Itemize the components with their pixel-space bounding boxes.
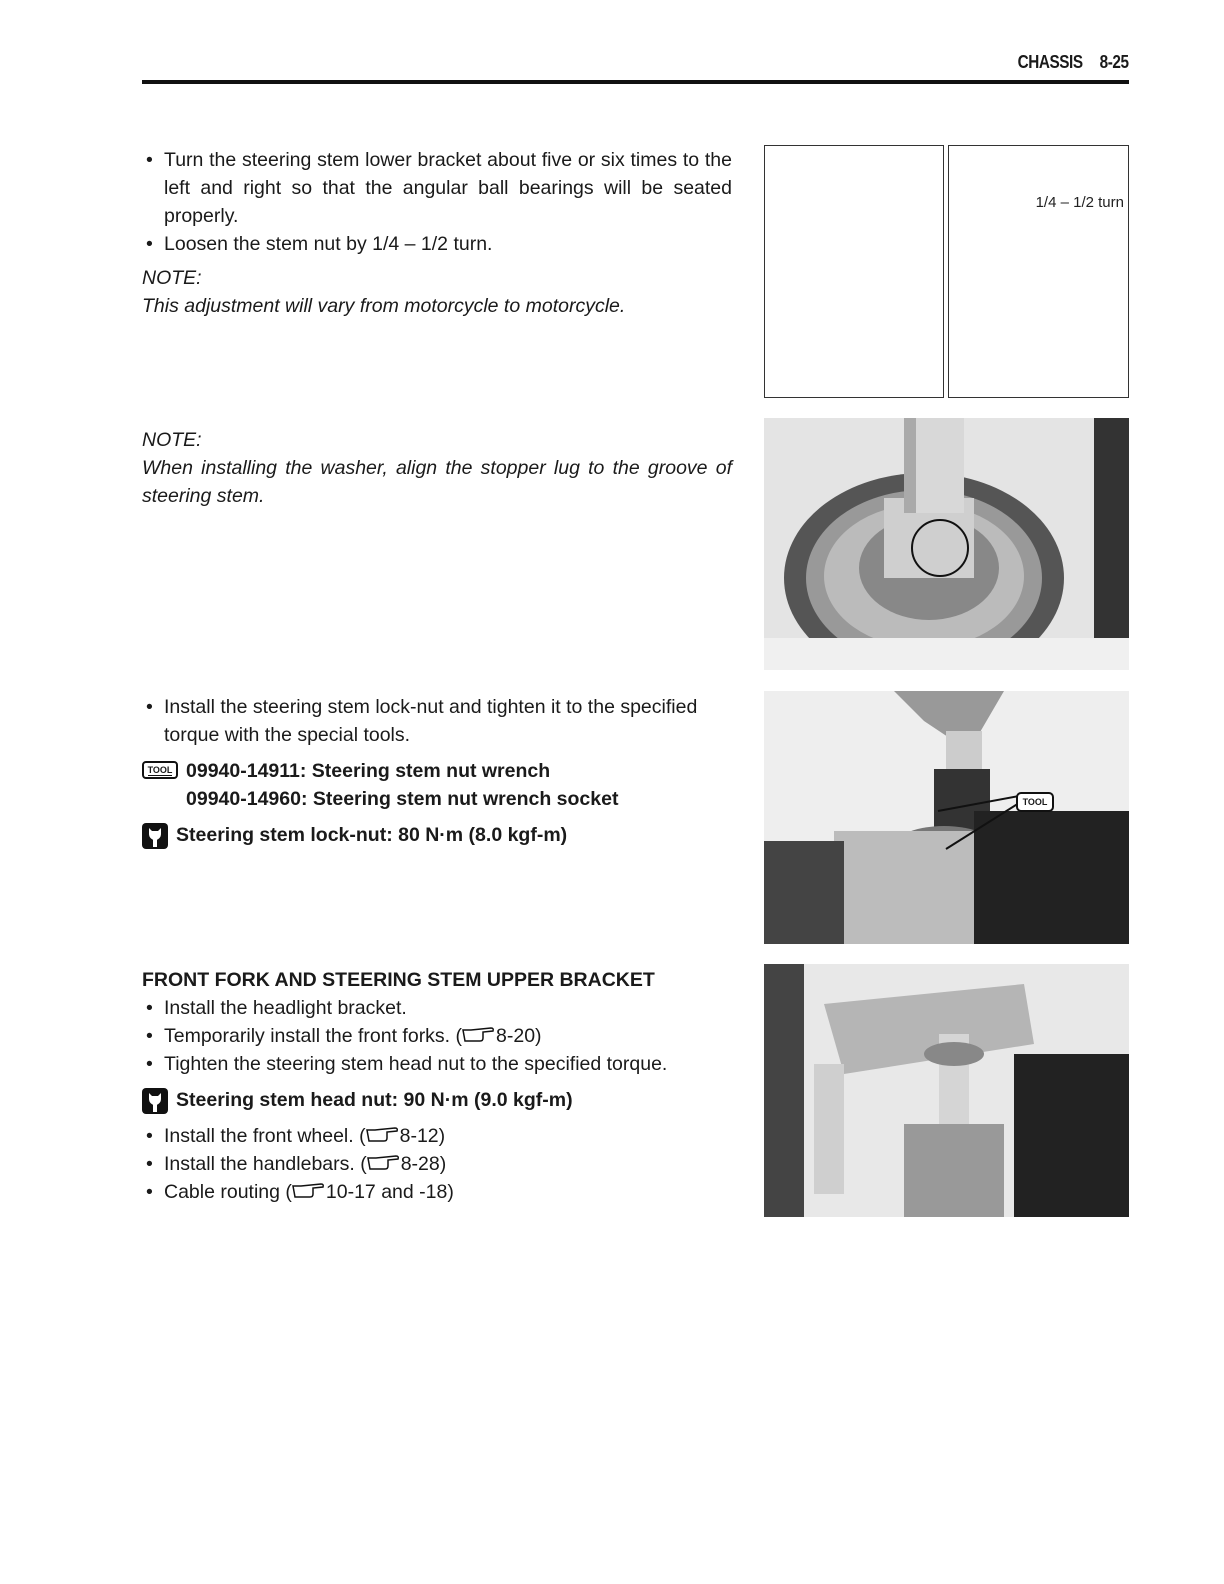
block-upper-bracket [142,966,732,1206]
section-heading: FRONT FORK AND STEERING STEM UPPER BRACKET [142,969,655,991]
bullet-handlebars: • Install the handlebars. ( 8-28) [142,1150,732,1178]
block-washer-note [142,420,732,510]
bullet-front-wheel: • Install the front wheel. ( 8-12) [142,1122,732,1150]
tool-1-text: 09940-14911: Steering stem nut wrench [186,760,551,782]
tool-icon: TOOL [142,761,178,779]
photo-special-tools [764,691,1129,944]
torque-spec-lock-nut [142,821,732,849]
page-header [142,50,1129,84]
torque-wrench-icon [142,823,168,849]
bullet-install-lock-nut: • Install the steering stem lock-nut and tighten it to the specified torque with the special tools. [142,693,732,749]
reference-hand-icon [292,1182,326,1200]
bullet-turn-bracket: • Turn the steering stem lower bracket about five or six times to the left and right so that the angular ball bearings will be seated properly. [142,146,732,230]
page-number: 8-25 [1100,52,1129,72]
figure-panel-left [764,145,944,398]
note-label: NOTE: [142,429,202,451]
xref-8-12: 8-12) [399,1125,446,1147]
reference-hand-icon [462,1026,496,1044]
torque-text: Steering stem lock-nut: 80 N·m (8.0 kgf-m) [176,824,568,846]
photo-washer [764,418,1129,670]
bullet-front-forks: • Temporarily install the front forks. ( 8-20) [142,1022,732,1050]
special-tool-2 [142,785,732,813]
special-tool-1 [142,757,732,785]
xref-8-28: 8-28) [400,1153,447,1175]
block-lock-nut [142,693,732,849]
bullet-loosen-nut: • Loosen the stem nut by 1/4 – 1/2 turn. [142,230,732,258]
xref-10-17: 10-17 and -18) [325,1181,454,1203]
turn-label: 1/4 – 1/2 turn [1035,194,1124,211]
header-text [1018,52,1129,73]
torque-spec-head-nut [142,1086,732,1114]
note-label: NOTE: [142,267,202,289]
photo-tool-icon: TOOL [1022,797,1048,807]
torque-wrench-icon [142,1088,168,1114]
bullet-cable-routing: • Cable routing ( 10-17 and -18) [142,1178,732,1206]
figure-panel-right [948,145,1129,398]
torque-text: Steering stem head nut: 90 N·m (9.0 kgf-m) [176,1089,573,1111]
bullet-headlight-bracket: • Install the headlight bracket. [142,994,732,1022]
tool-2-text: 09940-14960: Steering stem nut wrench socket [186,788,619,810]
xref-8-20: 8-20) [496,1025,542,1047]
reference-hand-icon [367,1154,401,1172]
note-text: When installing the washer, align the stopper lug to the groove of steering stem. [142,457,732,507]
reference-hand-icon [366,1126,400,1144]
photo-upper-bracket [764,964,1129,1217]
section-title: CHASSIS [1018,52,1084,72]
block-loosen-stem-nut [142,146,732,320]
bullet-tighten-head-nut: • Tighten the steering stem head nut to the specified torque. [142,1050,732,1078]
note-text: This adjustment will vary from motorcycle to motorcycle. [142,295,626,317]
